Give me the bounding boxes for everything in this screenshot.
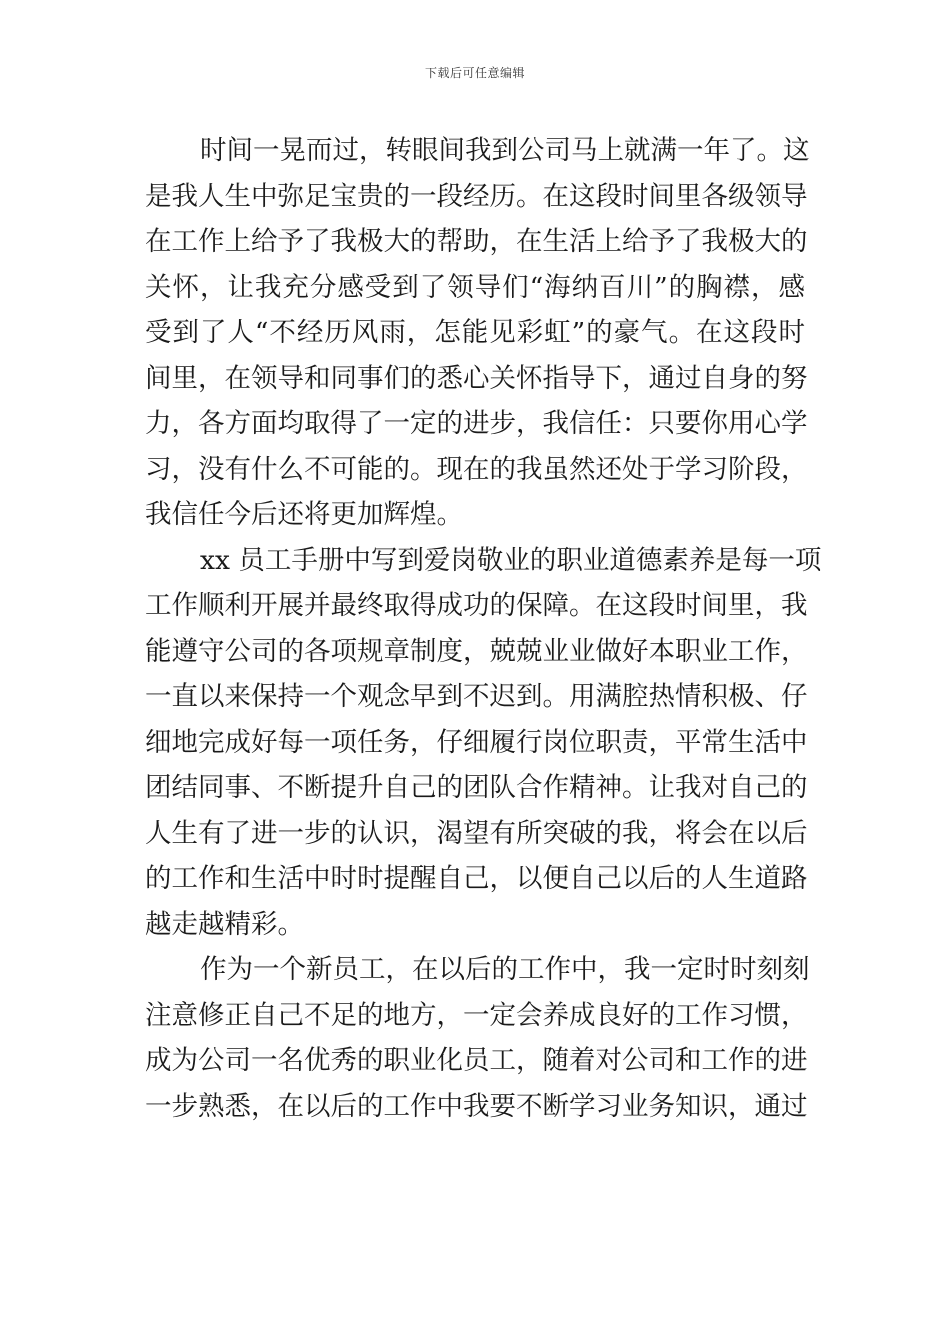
paragraph-1: [145, 128, 810, 538]
text-line: 的工作和生活中时时提醒自己，以便自己以后的人生道路: [145, 863, 808, 894]
text-line: 时间一晃而过，转眼间我到公司马上就满一年了。这: [200, 135, 810, 166]
text-line: 细地完成好每一项任务，仔细履行岗位职责，平常生活中: [145, 726, 808, 758]
text-line: 是我人生中弥足宝贵的一段经历。在这段时间里各级领导: [145, 180, 808, 212]
text-line: 成为公司一名优秀的职业化员工，随着对公司和工作的进: [145, 1045, 808, 1076]
text-line: 一步熟悉，在以后的工作中我要不断学习业务知识，通过: [145, 1090, 808, 1122]
text-line: 关怀，让我充分感受到了领导们“海纳百川”的胸襟，感: [145, 271, 805, 303]
text-line: 间里，在领导和同事们的悉心关怀指导下，通过自身的努: [145, 362, 808, 394]
text-line: 越走越精彩。: [145, 908, 304, 940]
document-body: [145, 128, 822, 1129]
text-line: 工作顺利开展并最终取得成功的保障。在这段时间里，我: [145, 590, 808, 621]
text-line: 在工作上给予了我极大的帮助，在生活上给予了我极大的: [145, 226, 808, 257]
text-line: 习，没有什么不可能的。现在的我虽然还处于学习阶段，: [145, 453, 808, 485]
text-line: 力，各方面均取得了一定的进步，我信任：只要你用心学: [145, 408, 808, 439]
text-line: 注意修正自己不足的地方，一定会养成良好的工作习惯，: [145, 999, 808, 1031]
page-header: 下载后可任意编辑: [424, 66, 525, 80]
text-line: 一直以来保持一个观念早到不迟到。用满腔热情积极、仔: [145, 681, 808, 712]
text-line: 能遵守公司的各项规章制度，兢兢业业做好本职业工作，: [145, 635, 808, 667]
paragraph-3: [145, 947, 810, 1129]
text-line: xx 员工手册中写到爱岗敬业的职业道德素养是每一项: [200, 544, 822, 576]
text-line: 作为一个新员工，在以后的工作中，我一定时时刻刻: [200, 954, 810, 985]
paragraph-2: [145, 538, 822, 948]
text-line: 团结同事、不断提升自己的团队合作精神。让我对自己的: [145, 772, 808, 803]
text-line: 人生有了进一步的认识，渴望有所突破的我，将会在以后: [145, 817, 808, 849]
text-line: 我信任今后还将更加辉煌。: [145, 499, 463, 530]
text-line: 受到了人“不经历风雨，怎能见彩虹”的豪气。在这段时: [145, 317, 805, 348]
